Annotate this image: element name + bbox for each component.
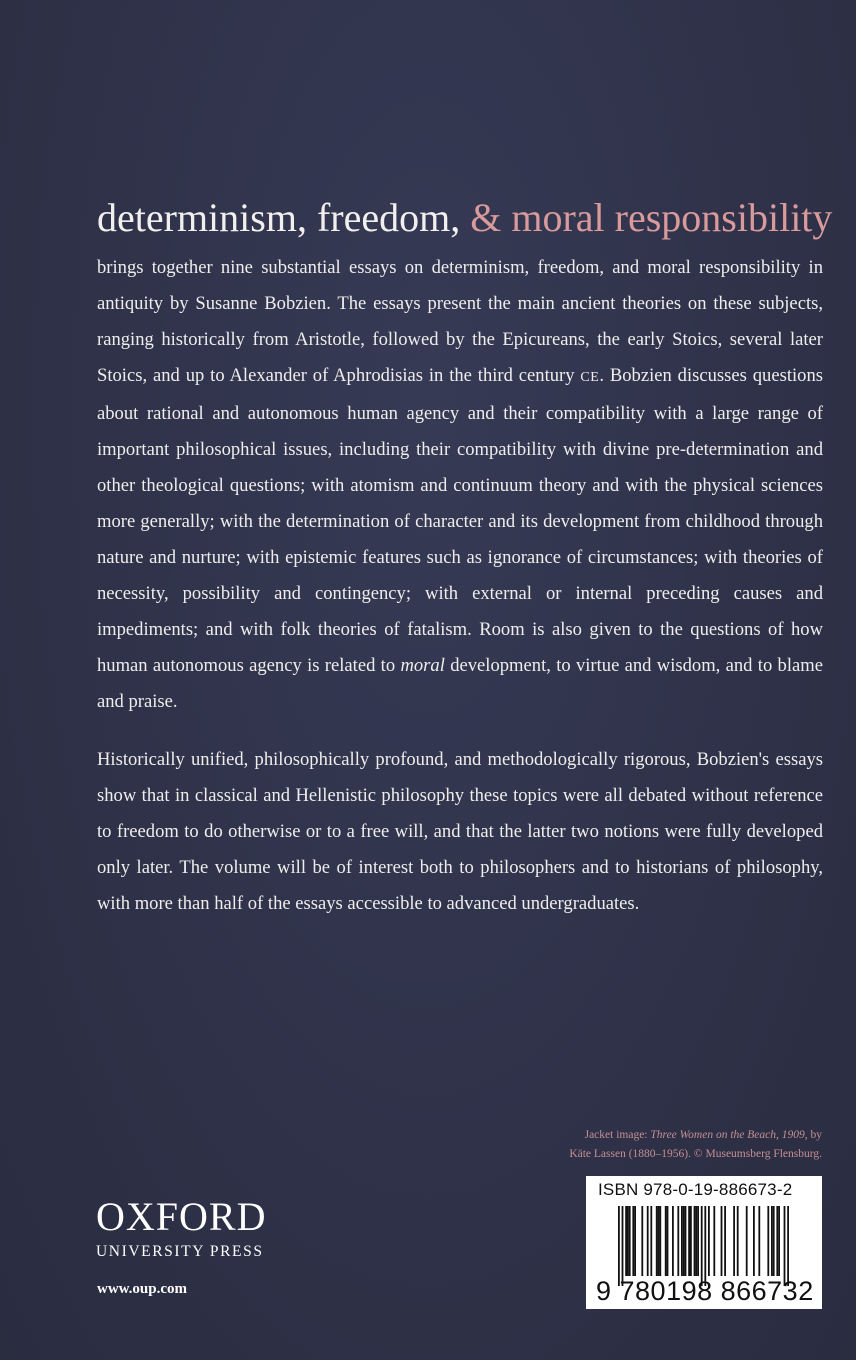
barcode-bar <box>773 1206 775 1276</box>
publisher-url: www.oup.com <box>97 1281 188 1297</box>
barcode-bar <box>656 1206 658 1276</box>
barcode-bar <box>695 1206 697 1276</box>
barcode-bar <box>767 1206 769 1276</box>
barcode-bar <box>787 1206 789 1286</box>
title-main: determinism, freedom, <box>97 195 471 240</box>
barcode-bar <box>625 1206 627 1276</box>
barcode-bar <box>746 1206 748 1276</box>
credit-artist: Käte Lassen (1880–1956). © Museumsberg Flensburg. <box>569 1148 822 1160</box>
credit-artwork: Three Women on the Beach, 1909 <box>650 1129 805 1141</box>
barcode-bar <box>733 1206 735 1276</box>
barcode-bar <box>771 1206 773 1276</box>
barcode-bar <box>647 1206 649 1276</box>
blurb-paragraph-2: Historically unified, philosophically profound, and methodologically rigorous, Bobzien's essays show that in classical and Hellenistic philosophy these topics were all debated without reference to freedom to do otherwise or to a free will, and that the latter two notions were fully developed only later. The volume will be of interest both to philosophers and to historians of philosophy, with more than half of the essays accessible to advanced undergraduates. <box>97 749 823 914</box>
barcode-bar <box>704 1206 706 1286</box>
university-press-label: UNIVERSITY PRESS <box>96 1243 264 1260</box>
jacket-image-credit <box>502 1126 822 1164</box>
barcode-bar <box>672 1206 674 1276</box>
blurb <box>97 250 823 944</box>
barcode-bar <box>778 1206 780 1276</box>
barcode-bar <box>665 1206 667 1276</box>
book-title <box>97 192 837 244</box>
isbn-label: ISBN 978-0-19-886673-2 <box>598 1180 793 1199</box>
barcode-bar <box>629 1206 631 1276</box>
barcode-bar <box>753 1206 755 1276</box>
barcode-bar <box>658 1206 660 1276</box>
blurb-p1-text-c: development, to virtue and wisdom, and to blame and praise. <box>97 655 823 712</box>
credit-prefix: Jacket image: <box>584 1129 651 1141</box>
barcode-bar <box>677 1206 679 1276</box>
barcode-bar <box>690 1206 692 1276</box>
barcode-bar <box>641 1206 643 1276</box>
barcode-bar <box>685 1206 687 1276</box>
blurb-p1-text-b: . Bobzien discusses questions about rational and autonomous human agency and their compatibility with a large range of important philosophical issues, including their compatibility with divine pre-determination and other theological questions; with atomism and continuum theory and with the physical sciences more generally; with the determination of character and its development from childhood through nature and nurture; with epistemic features such as ignorance of circumstances; with theories of necessity, possibility and contingency; with external or internal preceding causes and impediments; and with folk theories of fatalism. Room is also given to the questions of how human autonomous agency is related to <box>97 365 823 676</box>
barcode-bar <box>697 1206 699 1276</box>
barcode-bar <box>688 1206 690 1276</box>
barcode-bar <box>721 1206 723 1276</box>
blurb-p1-era: CE <box>580 370 600 385</box>
oxford-wordmark: OXFORD <box>96 1194 267 1239</box>
barcode-digits: 9 780198 866732 <box>596 1276 814 1306</box>
barcode-bar <box>683 1206 685 1276</box>
blurb-p1-text-a: brings together nine substantial essays on determinism, freedom, and moral responsibility in antiquity by Susanne Bobzien. The essays present the main ancient theories on these subjects, ranging historically from Aristotle, followed by the Epicureans, the early Stoics, several later Stoics, and up to Alexander of Aphrodisias in the third century <box>97 257 823 386</box>
barcode-bar <box>618 1206 620 1286</box>
barcode-bar <box>634 1206 636 1276</box>
title-accent: & moral responsibility <box>470 195 833 240</box>
barcode-bar <box>627 1206 629 1276</box>
barcode-bar <box>694 1206 696 1276</box>
barcode-bar <box>681 1206 683 1276</box>
barcode-bar <box>737 1206 739 1276</box>
barcode-bar <box>701 1206 703 1286</box>
barcode-bar <box>659 1206 661 1276</box>
barcode-bar <box>776 1206 778 1276</box>
barcode-bar <box>650 1206 652 1276</box>
credit-suffix: , by <box>804 1129 822 1141</box>
barcode-bar <box>622 1206 624 1286</box>
barcode-bar <box>758 1206 760 1276</box>
barcode-bar <box>632 1206 634 1276</box>
barcode-bar <box>713 1206 715 1276</box>
publisher-logo <box>96 1194 267 1263</box>
barcode-bar <box>784 1206 786 1286</box>
barcode-bar <box>708 1206 710 1276</box>
barcode-bar <box>667 1206 669 1276</box>
blurb-p1-italic: moral <box>400 655 445 676</box>
barcode-bar <box>724 1206 726 1276</box>
blurb-paragraph-1 <box>97 250 823 720</box>
isbn-barcode <box>586 1176 822 1309</box>
